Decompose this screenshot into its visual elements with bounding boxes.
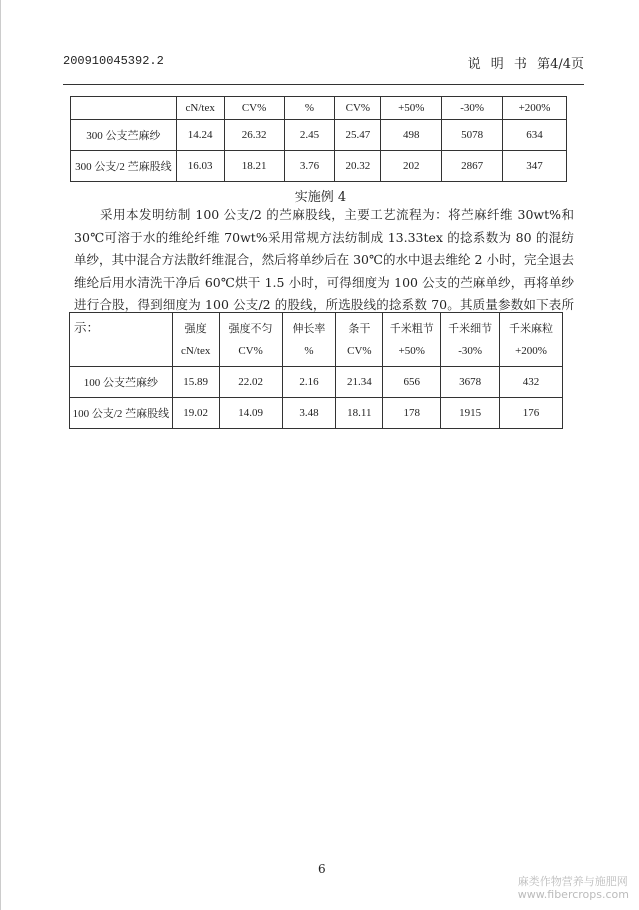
table-row: [70, 367, 563, 398]
header-label: 千米粗节: [389, 322, 434, 335]
header-cell: [441, 313, 500, 367]
header-cell: %: [284, 97, 335, 120]
cell: 3.76: [284, 151, 335, 182]
header-cell: +50%: [381, 97, 442, 120]
header-unit: CV%: [238, 344, 263, 357]
header-cell: [71, 97, 177, 120]
header-cell: [336, 313, 383, 367]
header-unit: %: [304, 344, 314, 357]
cell: 2.16: [282, 367, 336, 398]
cell: 26.32: [224, 120, 284, 151]
header-cell: -30%: [442, 97, 503, 120]
header-label: 伸长率: [292, 322, 326, 335]
cell: 1915: [441, 398, 500, 429]
doc-number: 200910045392.2: [63, 54, 164, 68]
quality-table-1: [70, 96, 567, 182]
cell: 21.34: [336, 367, 383, 398]
cell: 18.11: [336, 398, 383, 429]
cell: 3.48: [282, 398, 336, 429]
header-cell: CV%: [224, 97, 284, 120]
header-unit: +50%: [398, 344, 425, 357]
cell: 656: [383, 367, 441, 398]
cell: 14.09: [219, 398, 282, 429]
cell: 19.02: [172, 398, 219, 429]
header-unit: -30%: [458, 344, 483, 357]
header-label: 强度不匀: [228, 322, 273, 335]
cell: 100 公支/2 苎麻股线: [70, 398, 173, 429]
header-cell: [383, 313, 441, 367]
cell: 634: [503, 120, 567, 151]
cell: 300 公支/2 苎麻股线: [71, 151, 177, 182]
quality-table-2: [69, 312, 563, 429]
cell: 2.45: [284, 120, 335, 151]
table-header-row: [70, 313, 563, 367]
table-row: [70, 398, 563, 429]
cell: 15.89: [172, 367, 219, 398]
cell: 5078: [442, 120, 503, 151]
header-cell: +200%: [503, 97, 567, 120]
cell: 25.47: [335, 120, 381, 151]
header-cell: [282, 313, 336, 367]
header-cell: [70, 313, 173, 367]
header-cell: [172, 313, 219, 367]
cell: 3678: [441, 367, 500, 398]
header-cell: [500, 313, 563, 367]
header-unit: +200%: [515, 344, 547, 357]
table-row: [71, 120, 567, 151]
cell: 2867: [442, 151, 503, 182]
cell: 300 公支苎麻纱: [71, 120, 177, 151]
cell: 16.03: [176, 151, 224, 182]
header-label: 千米细节: [448, 322, 493, 335]
header-label: 强度: [184, 322, 207, 335]
header-label: 条干: [348, 322, 371, 335]
table-row: [71, 151, 567, 182]
watermark-url: www.fibercrops.com: [517, 888, 629, 901]
header-cell: CV%: [335, 97, 381, 120]
header-cell: cN/tex: [176, 97, 224, 120]
watermark-title: 麻类作物营养与施肥网: [517, 875, 628, 888]
header-unit: cN/tex: [181, 344, 211, 357]
cell: 22.02: [219, 367, 282, 398]
cell: 347: [503, 151, 567, 182]
cell: 100 公支苎麻纱: [70, 367, 173, 398]
cell: 202: [381, 151, 442, 182]
cell: 20.32: [335, 151, 381, 182]
table-header-row: [71, 97, 567, 120]
header-unit: CV%: [347, 344, 372, 357]
header-label: 千米麻粒: [509, 322, 554, 335]
body-paragraph: 采用本发明纺制 100 公支/2 的苎麻股线，主要工艺流程为：将苎麻纤维 30wt%和 30℃可溶于水的维纶纤维 70wt%采用常规方法纺制成 13.33tex 的捻系数为 80 的混纺单纱，其中混合方法散纤维混合，然后将单纱后在 30℃的水中退去维纶 2 小时，完全退去维纶后用水清洗干净后 60℃烘干 1.5 小时，可得细度为 100 公支的苎麻单纱，再将单纱进行合股，得到细度为 100 公支/2 的股线，所选股线的捻系数 70。其质量参数如下表所示：: [74, 207, 574, 335]
cell: 178: [383, 398, 441, 429]
cell: 498: [381, 120, 442, 151]
cell: 18.21: [224, 151, 284, 182]
cell: 176: [500, 398, 563, 429]
section-title: 实施例 4: [294, 190, 347, 205]
page-number: 6: [318, 862, 326, 876]
watermark: [518, 875, 629, 901]
cell: 432: [500, 367, 563, 398]
page-section-label: 说 明 书 第4/4页: [467, 57, 584, 72]
cell: 14.24: [176, 120, 224, 151]
header-rule: [63, 84, 584, 85]
header-cell: [219, 313, 282, 367]
